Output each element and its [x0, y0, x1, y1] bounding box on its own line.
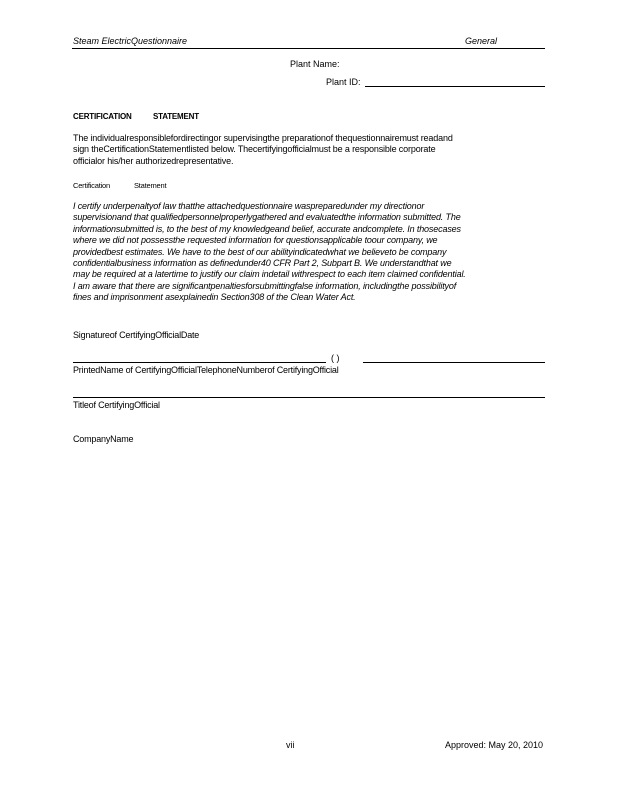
- intro-line: The individualresponsiblefordirectingor supervisingthe preparationof thequestionnairemust readand: [73, 133, 453, 143]
- statement-line: may be required at a latertime to justify our claim indetail withrespect to each item claimed confidential.: [73, 269, 466, 280]
- title-field[interactable]: [73, 397, 545, 398]
- intro-paragraph: [73, 133, 553, 167]
- phone-area-code-parens: ( ): [331, 353, 340, 363]
- statement-line: supervisionand that qualifiedpersonnelproperlygathered and evaluatedthe information submitted. The: [73, 212, 461, 223]
- statement-line: I certify underpenaltyof law thatthe attachedquestionnaire waspreparedunder my directionor: [73, 201, 425, 211]
- statement-line: confidentialbusiness information as definedunder40 CFR Part 2, Subpart B. We understandthat we: [73, 258, 452, 269]
- intro-line: officialor his/her authorizedrepresentative.: [73, 155, 234, 166]
- printed-name-telephone-label: PrintedName of CertifyingOfficialTelephoneNumberof CertifyingOfficial: [73, 365, 339, 375]
- telephone-number-field[interactable]: [363, 362, 545, 363]
- plant-id-label: Plant ID:: [326, 77, 361, 87]
- certification-statement-paragraph: [73, 201, 553, 304]
- statement-line: informationsubmitted is, to the best of my knowledgeand belief, accurate andcomplete. In thosecases: [73, 223, 461, 234]
- statement-heading-word1: Certification: [73, 181, 110, 190]
- intro-line: sign theCertificationStatementlisted below. Thecertifyingofficialmust be a responsible corporate: [73, 144, 436, 155]
- statement-heading-word2: Statement: [134, 181, 167, 190]
- printed-name-field[interactable]: [73, 362, 326, 363]
- signature-date-label: Signatureof CertifyingOfficialDate: [73, 330, 200, 340]
- company-name-label: CompanyName: [73, 434, 134, 444]
- statement-line: fines and imprisonment asexplainedin Section308 of the Clean Water Act.: [73, 292, 356, 303]
- statement-line: where we did not possessthe requested information for questionsapplicable toour company, we: [73, 235, 438, 246]
- certification-heading-word2: STATEMENT: [153, 112, 199, 121]
- statement-line: providedbest estimates. We have to the best of our abilityindicatedwhat we believeto be company: [73, 246, 447, 257]
- approved-date: Approved: May 20, 2010: [445, 740, 544, 750]
- header-rule: [72, 48, 545, 49]
- plant-id-field[interactable]: [365, 86, 545, 87]
- statement-line: I am aware that there are significantpenaltiesforsubmittingfalse information, includingthe possibilityof: [73, 280, 457, 291]
- page-number: vii: [286, 740, 295, 750]
- certification-heading-word1: CERTIFICATION: [73, 112, 132, 121]
- header-section-title: General: [465, 36, 498, 46]
- header-document-title: Steam ElectricQuestionnaire: [73, 36, 188, 46]
- plant-name-label: Plant Name:: [290, 59, 340, 69]
- title-label: Titleof CertifyingOfficial: [73, 400, 160, 410]
